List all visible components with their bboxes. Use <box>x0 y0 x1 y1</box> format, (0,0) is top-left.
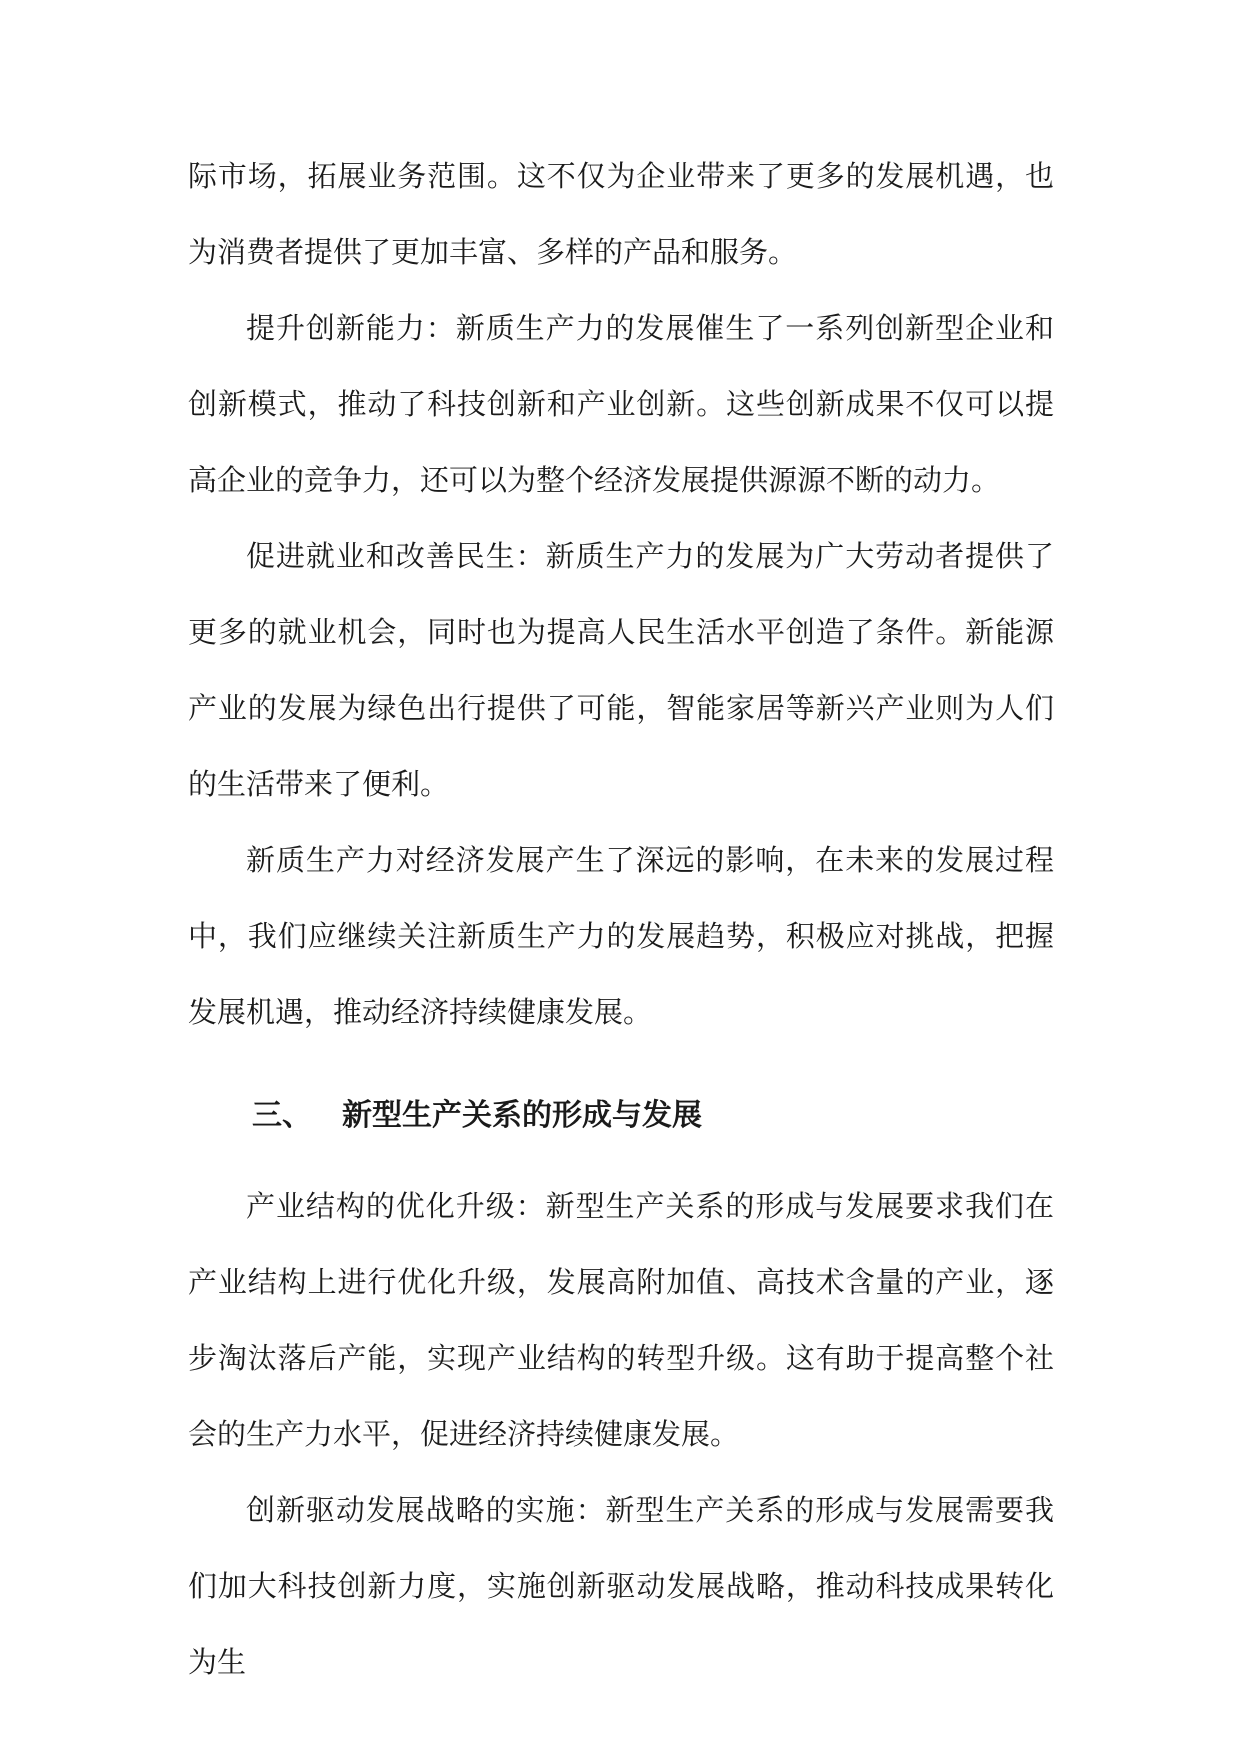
document-body <box>188 138 1054 1700</box>
paragraph-continuation: 际市场，拓展业务范围。这不仅为企业带来了更多的发展机遇，也为消费者提供了更加丰富、多样的产品和服务。 <box>188 159 1054 269</box>
paragraph-innovation: 提升创新能力：新质生产力的发展催生了一系列创新型企业和创新模式，推动了科技创新和产业创新。这些创新成果不仅可以提高企业的竞争力，还可以为整个经济发展提供源源不断的动力。 <box>188 311 1054 497</box>
paragraph-industry-structure: 产业结构的优化升级：新型生产关系的形成与发展要求我们在产业结构上进行优化升级，发展高附加值、高技术含量的产业，逐步淘汰落后产能，实现产业结构的转型升级。这有助于提高整个社会的生产力水平，促进经济持续健康发展。 <box>188 1189 1054 1451</box>
paragraph-employment: 促进就业和改善民生：新质生产力的发展为广大劳动者提供了更多的就业机会，同时也为提高人民生活水平创造了条件。新能源产业的发展为绿色出行提供了可能，智能家居等新兴产业则为人们的生活带来了便利。 <box>188 539 1054 801</box>
section-title: 新型生产关系的形成与发展 <box>342 1098 702 1133</box>
section-number: 三、 <box>252 1098 312 1133</box>
paragraph-innovation-strategy: 创新驱动发展战略的实施：新型生产关系的形成与发展需要我们加大科技创新力度，实施创新驱动发展战略，推动科技成果转化为生 <box>188 1493 1054 1679</box>
section-heading <box>252 1096 1054 1136</box>
paragraph-conclusion: 新质生产力对经济发展产生了深远的影响，在未来的发展过程中，我们应继续关注新质生产力的发展趋势，积极应对挑战，把握发展机遇，推动经济持续健康发展。 <box>188 843 1054 1029</box>
